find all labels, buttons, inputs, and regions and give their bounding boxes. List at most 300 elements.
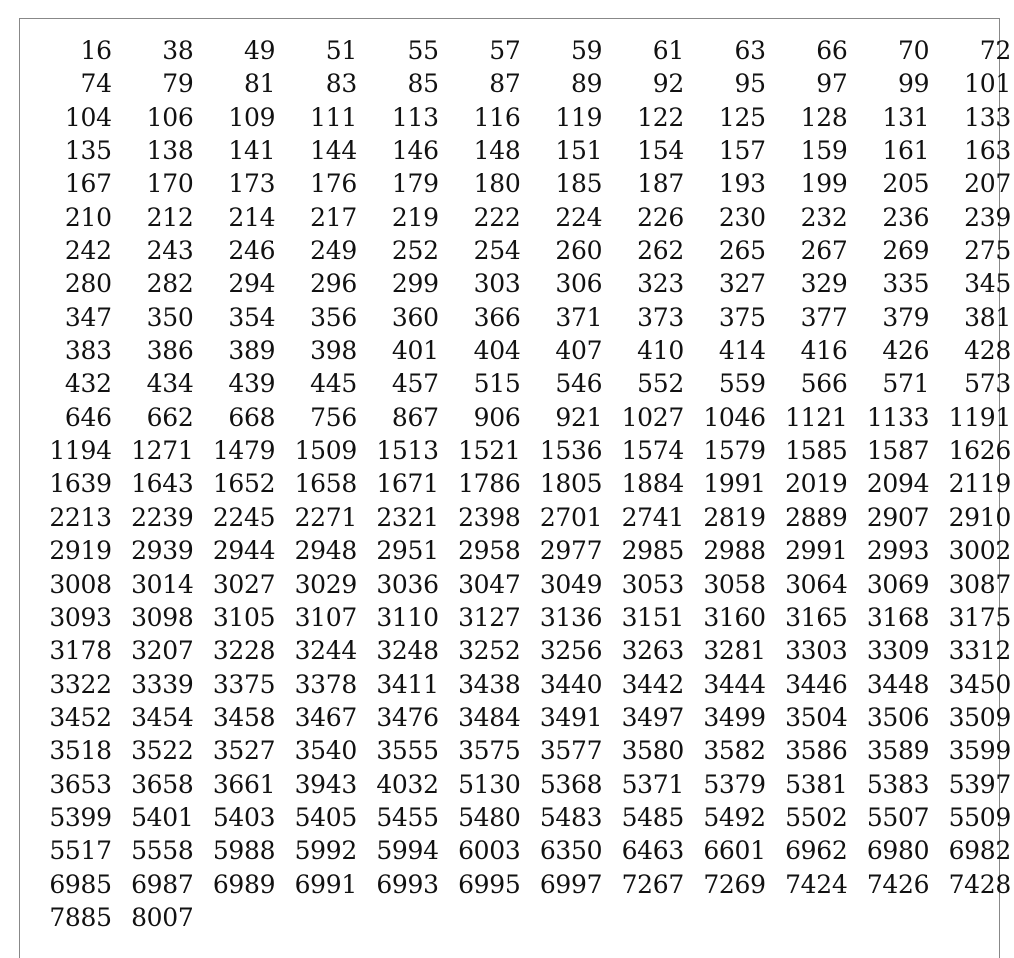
number-cell: 252 bbox=[391, 236, 439, 266]
number-cell: 3586 bbox=[785, 736, 848, 766]
number-cell: 269 bbox=[882, 236, 930, 266]
number-cell: 5383 bbox=[866, 769, 930, 799]
number-cell: 70 bbox=[898, 36, 930, 65]
number-cell: 1643 bbox=[131, 469, 194, 499]
number-cell: 72 bbox=[979, 36, 1011, 65]
number-cell: 4032 bbox=[376, 769, 439, 799]
number-cell: 5988 bbox=[212, 836, 276, 866]
number-cell: 2977 bbox=[539, 536, 603, 566]
number-cell: 254 bbox=[473, 236, 521, 266]
number-cell: 38 bbox=[162, 36, 194, 65]
number-cell: 2889 bbox=[785, 502, 848, 532]
number-cell: 360 bbox=[391, 302, 439, 332]
number-cell: 99 bbox=[898, 69, 930, 99]
number-cell: 3168 bbox=[866, 602, 930, 632]
number-cell: 3378 bbox=[294, 669, 357, 699]
number-cell: 222 bbox=[473, 202, 521, 232]
number-cell: 205 bbox=[882, 169, 930, 199]
number-cell: 3178 bbox=[49, 636, 112, 666]
number-cell: 199 bbox=[800, 169, 848, 199]
number-cell: 3577 bbox=[539, 736, 603, 766]
number-cell: 3127 bbox=[458, 602, 521, 632]
number-cell: 7426 bbox=[866, 869, 930, 899]
number-cell: 3303 bbox=[785, 636, 848, 666]
number-cell: 377 bbox=[800, 302, 848, 332]
number-cell: 2245 bbox=[212, 502, 276, 532]
number-cell: 6962 bbox=[785, 836, 848, 866]
number-cell: 3053 bbox=[621, 569, 684, 599]
number-cell: 2701 bbox=[539, 502, 603, 532]
number-cell: 6982 bbox=[948, 836, 1011, 866]
number-cell: 262 bbox=[637, 236, 684, 266]
number-cell: 61 bbox=[652, 36, 684, 65]
number-cell: 3248 bbox=[376, 636, 439, 666]
number-cell: 1521 bbox=[458, 436, 521, 466]
number-cell: 5517 bbox=[49, 836, 112, 866]
number-cell: 3107 bbox=[294, 602, 357, 632]
number-cell: 3555 bbox=[376, 736, 439, 766]
number-cell: 2398 bbox=[458, 502, 521, 532]
number-cell: 3661 bbox=[212, 769, 276, 799]
number-cell: 5509 bbox=[948, 802, 1011, 832]
number-cell: 109 bbox=[228, 102, 276, 132]
number-cell: 5399 bbox=[49, 802, 112, 832]
number-cell: 148 bbox=[473, 136, 521, 166]
number-cell: 131 bbox=[882, 102, 930, 132]
number-cell: 2239 bbox=[131, 502, 194, 532]
number-cell: 3244 bbox=[294, 636, 357, 666]
number-cell: 6601 bbox=[703, 836, 766, 866]
number-cell: 356 bbox=[310, 302, 357, 332]
number-cell: 243 bbox=[146, 236, 194, 266]
number-cell: 2985 bbox=[621, 536, 684, 566]
number-cell: 867 bbox=[391, 402, 439, 432]
number-cell: 906 bbox=[473, 402, 521, 432]
number-cell: 3064 bbox=[785, 569, 848, 599]
number-cell: 5381 bbox=[785, 769, 848, 799]
number-cell: 1191 bbox=[948, 402, 1011, 432]
number-cell: 3256 bbox=[539, 636, 603, 666]
number-cell: 5379 bbox=[703, 769, 766, 799]
number-cell: 260 bbox=[555, 236, 603, 266]
number-cell: 6350 bbox=[539, 836, 603, 866]
number-cell: 2321 bbox=[376, 502, 439, 532]
number-cell: 106 bbox=[146, 102, 194, 132]
number-cell: 432 bbox=[64, 369, 112, 399]
number-cell: 1513 bbox=[376, 436, 439, 466]
number-cell: 63 bbox=[734, 36, 766, 65]
number-cell: 230 bbox=[718, 202, 766, 232]
number-cell: 3375 bbox=[212, 669, 276, 699]
number-cell: 5401 bbox=[131, 802, 194, 832]
number-cell: 87 bbox=[489, 69, 521, 99]
number-cell: 219 bbox=[391, 202, 439, 232]
number-cell: 662 bbox=[146, 402, 194, 432]
number-cell: 3151 bbox=[621, 602, 684, 632]
number-cell: 3448 bbox=[866, 669, 930, 699]
number-grid bbox=[30, 34, 1011, 934]
number-cell: 1671 bbox=[376, 469, 439, 499]
number-cell: 57 bbox=[489, 36, 521, 65]
number-cell: 3476 bbox=[376, 702, 439, 732]
number-cell: 573 bbox=[964, 369, 1011, 399]
number-cell: 3165 bbox=[785, 602, 848, 632]
number-cell: 8007 bbox=[131, 902, 194, 932]
number-cell: 2993 bbox=[866, 536, 930, 566]
number-cell: 347 bbox=[64, 302, 112, 332]
number-cell: 7424 bbox=[785, 869, 848, 899]
number-cell: 3484 bbox=[458, 702, 521, 732]
number-cell: 559 bbox=[718, 369, 766, 399]
number-cell: 111 bbox=[310, 102, 357, 132]
number-cell: 323 bbox=[637, 269, 684, 299]
number-cell: 1626 bbox=[948, 436, 1011, 466]
number-cell: 345 bbox=[964, 269, 1011, 299]
number-cell: 3653 bbox=[49, 769, 112, 799]
number-cell: 275 bbox=[964, 236, 1011, 266]
number-cell: 3322 bbox=[49, 669, 112, 699]
number-cell: 83 bbox=[325, 69, 357, 99]
number-cell: 5371 bbox=[621, 769, 684, 799]
number-cell: 371 bbox=[555, 302, 603, 332]
number-cell: 2741 bbox=[621, 502, 684, 532]
number-cell: 3175 bbox=[948, 602, 1011, 632]
number-cell: 3499 bbox=[703, 702, 766, 732]
number-cell: 232 bbox=[800, 202, 848, 232]
number-cell: 3312 bbox=[948, 636, 1011, 666]
number-cell: 5492 bbox=[703, 802, 766, 832]
number-cell: 6003 bbox=[458, 836, 521, 866]
number-cell: 3582 bbox=[703, 736, 766, 766]
number-cell: 335 bbox=[882, 269, 930, 299]
number-cell: 383 bbox=[64, 336, 112, 366]
number-cell: 306 bbox=[555, 269, 603, 299]
number-cell: 66 bbox=[816, 36, 848, 65]
number-cell: 2948 bbox=[294, 536, 357, 566]
number-cell: 226 bbox=[637, 202, 684, 232]
number-cell: 3014 bbox=[131, 569, 194, 599]
number-cell: 921 bbox=[555, 402, 603, 432]
number-cell: 81 bbox=[244, 69, 276, 99]
number-cell: 3252 bbox=[458, 636, 521, 666]
number-cell: 128 bbox=[800, 102, 848, 132]
number-cell: 249 bbox=[310, 236, 357, 266]
number-cell: 217 bbox=[310, 202, 357, 232]
number-cell: 373 bbox=[637, 302, 684, 332]
number-cell: 135 bbox=[64, 136, 112, 166]
number-cell: 3058 bbox=[703, 569, 766, 599]
number-cell: 5502 bbox=[785, 802, 848, 832]
number-cell: 6997 bbox=[539, 869, 603, 899]
number-cell: 2907 bbox=[866, 502, 930, 532]
number-cell: 282 bbox=[146, 269, 194, 299]
number-cell: 16 bbox=[80, 36, 112, 65]
number-cell: 3527 bbox=[212, 736, 276, 766]
number-cell: 6991 bbox=[294, 869, 357, 899]
number-cell: 546 bbox=[555, 369, 603, 399]
number-cell: 6989 bbox=[212, 869, 276, 899]
number-cell: 5483 bbox=[539, 802, 603, 832]
number-cell: 151 bbox=[555, 136, 603, 166]
number-cell: 49 bbox=[244, 36, 276, 65]
number-cell: 267 bbox=[800, 236, 848, 266]
number-cell: 457 bbox=[391, 369, 439, 399]
number-cell: 59 bbox=[571, 36, 603, 65]
number-cell: 176 bbox=[310, 169, 357, 199]
number-cell: 1639 bbox=[49, 469, 112, 499]
number-cell: 3491 bbox=[539, 702, 603, 732]
number-cell: 179 bbox=[391, 169, 439, 199]
number-cell: 3575 bbox=[458, 736, 521, 766]
number-cell: 1133 bbox=[866, 402, 930, 432]
number-cell: 157 bbox=[718, 136, 766, 166]
number-cell: 1991 bbox=[703, 469, 766, 499]
number-cell: 180 bbox=[473, 169, 521, 199]
number-cell: 3452 bbox=[49, 702, 112, 732]
number-cell: 668 bbox=[228, 402, 276, 432]
number-cell: 566 bbox=[800, 369, 848, 399]
number-cell: 7269 bbox=[703, 869, 766, 899]
number-cell: 3263 bbox=[621, 636, 684, 666]
number-cell: 1574 bbox=[621, 436, 684, 466]
number-cell: 116 bbox=[473, 102, 521, 132]
number-cell: 163 bbox=[964, 136, 1011, 166]
number-cell: 3029 bbox=[294, 569, 357, 599]
number-cell: 125 bbox=[718, 102, 766, 132]
number-cell: 154 bbox=[637, 136, 684, 166]
number-cell: 3446 bbox=[785, 669, 848, 699]
number-cell: 141 bbox=[228, 136, 276, 166]
number-cell: 144 bbox=[310, 136, 357, 166]
number-cell: 5368 bbox=[539, 769, 603, 799]
number-cell: 407 bbox=[555, 336, 603, 366]
number-cell: 170 bbox=[146, 169, 194, 199]
number-cell: 3467 bbox=[294, 702, 357, 732]
number-cell: 3580 bbox=[621, 736, 684, 766]
number-cell: 299 bbox=[391, 269, 439, 299]
number-cell: 119 bbox=[555, 102, 603, 132]
number-cell: 389 bbox=[228, 336, 276, 366]
number-cell: 6463 bbox=[621, 836, 684, 866]
number-cell: 79 bbox=[162, 69, 194, 99]
number-cell: 1585 bbox=[785, 436, 848, 466]
number-cell: 366 bbox=[473, 302, 521, 332]
number-cell: 515 bbox=[473, 369, 521, 399]
number-cell: 329 bbox=[800, 269, 848, 299]
number-cell: 1121 bbox=[785, 402, 848, 432]
number-cell: 2910 bbox=[948, 502, 1011, 532]
number-cell: 236 bbox=[882, 202, 930, 232]
number-cell: 138 bbox=[146, 136, 194, 166]
number-cell: 1046 bbox=[703, 402, 766, 432]
number-cell: 3599 bbox=[948, 736, 1011, 766]
number-cell: 1479 bbox=[212, 436, 276, 466]
number-cell: 445 bbox=[310, 369, 357, 399]
number-cell: 3444 bbox=[703, 669, 766, 699]
number-cell: 294 bbox=[228, 269, 276, 299]
number-cell: 5485 bbox=[621, 802, 684, 832]
number-cell: 3509 bbox=[948, 702, 1011, 732]
number-cell: 265 bbox=[718, 236, 766, 266]
number-cell: 2988 bbox=[703, 536, 766, 566]
number-cell: 3438 bbox=[458, 669, 521, 699]
number-cell: 242 bbox=[64, 236, 112, 266]
number-cell: 1805 bbox=[539, 469, 603, 499]
number-cell: 5455 bbox=[376, 802, 439, 832]
number-cell: 5405 bbox=[294, 802, 357, 832]
number-cell: 6995 bbox=[458, 869, 521, 899]
number-cell: 92 bbox=[652, 69, 684, 99]
number-cell: 74 bbox=[80, 69, 112, 99]
number-cell: 646 bbox=[64, 402, 112, 432]
number-cell: 3228 bbox=[212, 636, 276, 666]
number-cell: 3281 bbox=[703, 636, 766, 666]
number-cell: 3504 bbox=[785, 702, 848, 732]
number-cell: 1194 bbox=[49, 436, 112, 466]
number-cell: 428 bbox=[964, 336, 1011, 366]
number-cell: 5403 bbox=[212, 802, 276, 832]
number-cell: 3160 bbox=[703, 602, 766, 632]
number-cell: 1658 bbox=[294, 469, 357, 499]
number-cell: 296 bbox=[310, 269, 357, 299]
number-cell: 3458 bbox=[212, 702, 276, 732]
number-cell: 3049 bbox=[539, 569, 603, 599]
number-cell: 398 bbox=[310, 336, 357, 366]
number-cell: 2119 bbox=[948, 469, 1011, 499]
number-cell: 212 bbox=[146, 202, 194, 232]
number-cell: 3027 bbox=[212, 569, 276, 599]
number-cell: 3589 bbox=[866, 736, 930, 766]
number-cell: 1027 bbox=[621, 402, 684, 432]
number-cell: 3411 bbox=[376, 669, 439, 699]
number-cell: 3943 bbox=[294, 769, 357, 799]
number-cell: 5558 bbox=[131, 836, 194, 866]
number-cell: 1579 bbox=[703, 436, 766, 466]
number-cell: 1509 bbox=[294, 436, 357, 466]
number-cell: 2951 bbox=[376, 536, 439, 566]
number-cell: 350 bbox=[146, 302, 194, 332]
number-cell: 2094 bbox=[866, 469, 930, 499]
number-cell: 89 bbox=[571, 69, 603, 99]
number-cell: 6980 bbox=[866, 836, 930, 866]
number-cell: 3522 bbox=[131, 736, 194, 766]
number-cell: 5992 bbox=[294, 836, 357, 866]
number-cell: 3309 bbox=[866, 636, 930, 666]
number-cell: 2939 bbox=[131, 536, 194, 566]
number-cell: 3110 bbox=[376, 602, 439, 632]
number-cell: 381 bbox=[964, 302, 1011, 332]
number-cell: 104 bbox=[64, 102, 112, 132]
number-cell: 3093 bbox=[49, 602, 112, 632]
number-cell: 3339 bbox=[131, 669, 194, 699]
number-cell: 410 bbox=[637, 336, 684, 366]
number-cell: 161 bbox=[882, 136, 930, 166]
number-cell: 552 bbox=[637, 369, 684, 399]
number-cell: 7428 bbox=[948, 869, 1011, 899]
number-cell: 6993 bbox=[376, 869, 439, 899]
number-cell: 3105 bbox=[212, 602, 276, 632]
number-cell: 6987 bbox=[131, 869, 194, 899]
number-cell: 416 bbox=[800, 336, 848, 366]
number-cell: 1587 bbox=[866, 436, 930, 466]
number-cell: 193 bbox=[718, 169, 766, 199]
number-cell: 3002 bbox=[948, 536, 1011, 566]
number-cell: 239 bbox=[964, 202, 1011, 232]
number-cell: 303 bbox=[473, 269, 521, 299]
number-cell: 5994 bbox=[376, 836, 439, 866]
number-cell: 224 bbox=[555, 202, 603, 232]
number-cell: 2213 bbox=[49, 502, 112, 532]
number-cell: 404 bbox=[473, 336, 521, 366]
number-cell: 327 bbox=[718, 269, 766, 299]
number-cell: 7267 bbox=[621, 869, 684, 899]
number-cell: 5480 bbox=[458, 802, 521, 832]
number-cell: 2919 bbox=[49, 536, 112, 566]
number-cell: 3518 bbox=[49, 736, 112, 766]
number-cell: 101 bbox=[964, 69, 1011, 99]
number-cell: 375 bbox=[718, 302, 766, 332]
number-cell: 571 bbox=[882, 369, 930, 399]
number-cell: 6985 bbox=[49, 869, 112, 899]
number-cell: 439 bbox=[228, 369, 276, 399]
number-cell: 434 bbox=[146, 369, 194, 399]
number-cell: 122 bbox=[637, 102, 684, 132]
number-cell: 1652 bbox=[212, 469, 276, 499]
number-cell: 210 bbox=[64, 202, 112, 232]
number-cell: 5507 bbox=[866, 802, 930, 832]
number-cell: 207 bbox=[964, 169, 1011, 199]
number-cell: 3506 bbox=[866, 702, 930, 732]
number-table-frame bbox=[19, 18, 1011, 958]
number-cell: 2944 bbox=[212, 536, 276, 566]
number-cell: 159 bbox=[800, 136, 848, 166]
number-cell: 3540 bbox=[294, 736, 357, 766]
number-cell: 401 bbox=[391, 336, 439, 366]
number-cell: 55 bbox=[407, 36, 439, 65]
number-cell: 5130 bbox=[458, 769, 521, 799]
number-cell: 1271 bbox=[131, 436, 194, 466]
number-cell: 3440 bbox=[539, 669, 603, 699]
number-cell: 2958 bbox=[458, 536, 521, 566]
number-cell: 3008 bbox=[49, 569, 112, 599]
number-cell: 2991 bbox=[785, 536, 848, 566]
number-cell: 85 bbox=[407, 69, 439, 99]
number-cell: 97 bbox=[816, 69, 848, 99]
number-cell: 3047 bbox=[458, 569, 521, 599]
number-cell: 3136 bbox=[539, 602, 603, 632]
number-cell: 414 bbox=[718, 336, 766, 366]
number-cell: 386 bbox=[146, 336, 194, 366]
number-cell: 354 bbox=[228, 302, 276, 332]
number-cell: 51 bbox=[325, 36, 357, 65]
number-cell: 3087 bbox=[948, 569, 1011, 599]
number-cell: 2819 bbox=[703, 502, 766, 532]
number-cell: 3450 bbox=[948, 669, 1011, 699]
number-cell: 167 bbox=[64, 169, 112, 199]
number-cell: 379 bbox=[882, 302, 930, 332]
number-cell: 5397 bbox=[948, 769, 1011, 799]
number-cell: 214 bbox=[228, 202, 276, 232]
number-cell: 3454 bbox=[131, 702, 194, 732]
number-cell: 426 bbox=[882, 336, 930, 366]
number-cell: 185 bbox=[555, 169, 603, 199]
number-cell: 3036 bbox=[376, 569, 439, 599]
number-cell: 246 bbox=[228, 236, 276, 266]
number-cell: 113 bbox=[391, 102, 439, 132]
number-cell: 173 bbox=[228, 169, 276, 199]
number-cell: 3207 bbox=[131, 636, 194, 666]
number-cell: 3098 bbox=[131, 602, 194, 632]
